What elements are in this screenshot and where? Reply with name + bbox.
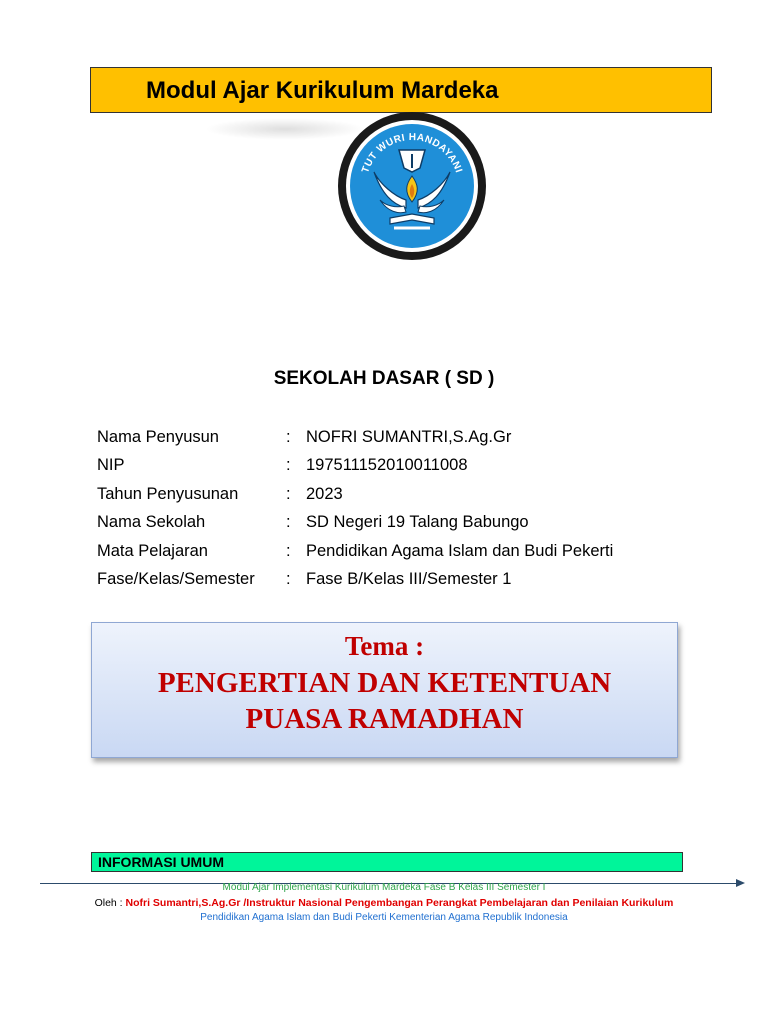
tema-label: Tema : xyxy=(344,631,425,661)
info-row-nip xyxy=(0,456,768,480)
info-label: Mata Pelajaran xyxy=(97,542,208,560)
info-value: NOFRI SUMANTRI,S.Ag.Gr xyxy=(306,428,512,446)
info-separator: : xyxy=(286,485,291,503)
informasi-umum-heading: INFORMASI UMUM xyxy=(91,852,683,872)
info-row-tahun-penyusunan xyxy=(0,485,768,509)
info-separator: : xyxy=(286,456,291,474)
footer-module-line: Modul Ajar Implementasi Kurikulum Mardeka Fase B Kelas III Semester I xyxy=(222,882,546,893)
info-row-fase-kelas-semester xyxy=(0,570,768,594)
info-separator: : xyxy=(286,542,291,560)
info-label: Fase/Kelas/Semester xyxy=(97,570,255,588)
info-value: 2023 xyxy=(306,485,343,503)
info-value: 197511152010011008 xyxy=(306,456,468,474)
info-separator: : xyxy=(286,513,291,531)
footer-by-label: Oleh : xyxy=(94,897,123,909)
footer-author-line xyxy=(0,897,768,909)
svg-text:TUT WURI HANDAYANI: TUT WURI HANDAYANI xyxy=(360,131,464,175)
info-separator: : xyxy=(286,428,291,446)
title-bar xyxy=(90,67,712,113)
school-level-heading: SEKOLAH DASAR ( SD ) xyxy=(273,368,495,389)
info-label: Nama Penyusun xyxy=(97,428,219,446)
page-title: Modul Ajar Kurikulum Mardeka xyxy=(146,77,499,104)
tema-box xyxy=(91,622,678,758)
info-value: Fase B/Kelas III/Semester 1 xyxy=(306,570,512,588)
info-separator: : xyxy=(286,570,291,588)
tut-wuri-handayani-logo-icon xyxy=(336,110,488,262)
info-row-nama-sekolah xyxy=(0,513,768,537)
info-value: SD Negeri 19 Talang Babungo xyxy=(306,513,529,531)
info-value: Pendidikan Agama Islam dan Budi Pekerti xyxy=(306,542,614,560)
info-row-mata-pelajaran xyxy=(0,542,768,566)
info-label: Tahun Penyusunan xyxy=(97,485,239,503)
info-row-nama-penyusun xyxy=(0,428,768,452)
footer-subject-line: Pendidikan Agama Islam dan Budi Pekerti Kementerian Agama Republik Indonesia xyxy=(200,912,568,923)
tema-title-line-2: PUASA RAMADHAN xyxy=(245,703,524,735)
info-label: Nama Sekolah xyxy=(97,513,206,531)
info-label: NIP xyxy=(97,456,125,474)
tema-title-line-1: PENGERTIAN DAN KETENTUAN xyxy=(157,667,612,699)
footer-author: Nofri Sumantri,S.Ag.Gr /Instruktur Nasional Pengembangan Perangkat Pembelajaran dan Penilaian Kurikulum xyxy=(125,897,674,909)
